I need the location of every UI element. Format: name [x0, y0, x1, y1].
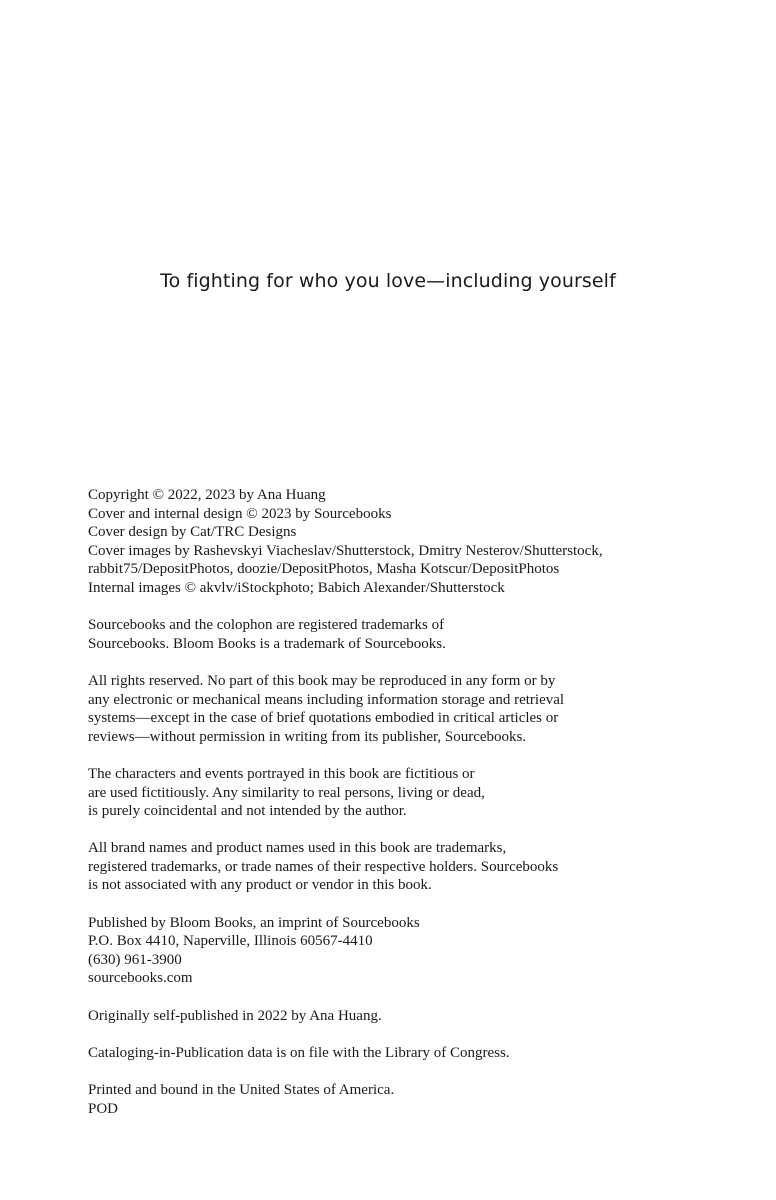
rights-line: any electronic or mechanical means including information storage and retrieval [88, 691, 565, 708]
self-published-block [88, 1007, 728, 1026]
publisher-line: Published by Bloom Books, an imprint of Sourcebooks [88, 914, 420, 931]
design-credit-line: Cover and internal design © 2023 by Sourcebooks [88, 505, 392, 522]
disclaimer-line: is purely coincidental and not intended by the author. [88, 803, 407, 820]
disclaimer-line: are used fictitiously. Any similarity to real persons, living or dead, [88, 784, 485, 801]
cover-images-line: Cover images by Rashevskyi Viacheslav/Shutterstock, Dmitry Nesterov/Shutterstock, [88, 542, 603, 559]
publisher-phone: (630) 961-3900 [88, 951, 182, 968]
cataloging-line: Cataloging-in-Publication data is on file with the Library of Congress. [88, 1044, 510, 1061]
publisher-address: P.O. Box 4410, Naperville, Illinois 60567-4410 [88, 933, 373, 950]
brand-line: registered trademarks, or trade names of their respective holders. Sourcebooks [88, 858, 559, 875]
trademark-block [88, 616, 728, 653]
copyright-credits-block [88, 486, 728, 598]
trademark-line: Sourcebooks. Bloom Books is a trademark of Sourcebooks. [88, 635, 446, 652]
copyright-notice [88, 486, 728, 1118]
trademark-line: Sourcebooks and the colophon are registered trademarks of [88, 617, 445, 634]
pod-line: POD [88, 1100, 119, 1117]
rights-line: systems—except in the case of brief quotations embodied in critical articles or [88, 710, 559, 727]
dedication: To fighting for who you love—including yourself [160, 270, 616, 292]
printing-block [88, 1081, 728, 1118]
rights-block [88, 672, 728, 746]
brand-names-block [88, 839, 728, 895]
rights-line: All rights reserved. No part of this book may be reproduced in any form or by [88, 672, 556, 689]
copyright-line: Copyright © 2022, 2023 by Ana Huang [88, 487, 326, 503]
publisher-website: sourcebooks.com [88, 970, 193, 987]
cover-images-line: rabbit75/DepositPhotos, doozie/DepositPhotos, Masha Kotscur/DepositPhotos [88, 561, 560, 578]
printing-line: Printed and bound in the United States of America. [88, 1082, 395, 1098]
self-published-line: Originally self-published in 2022 by Ana Huang. [88, 1007, 382, 1024]
internal-images-line: Internal images © akvlv/iStockphoto; Babich Alexander/Shutterstock [88, 579, 505, 596]
fiction-disclaimer-block [88, 765, 728, 821]
cataloging-block [88, 1044, 728, 1063]
cover-design-line: Cover design by Cat/TRC Designs [88, 524, 297, 541]
brand-line: All brand names and product names used in this book are trademarks, [88, 840, 507, 857]
rights-line: reviews—without permission in writing from its publisher, Sourcebooks. [88, 728, 527, 745]
publisher-block [88, 914, 728, 988]
brand-line: is not associated with any product or vendor in this book. [88, 877, 432, 894]
disclaimer-line: The characters and events portrayed in this book are fictitious or [88, 765, 475, 782]
